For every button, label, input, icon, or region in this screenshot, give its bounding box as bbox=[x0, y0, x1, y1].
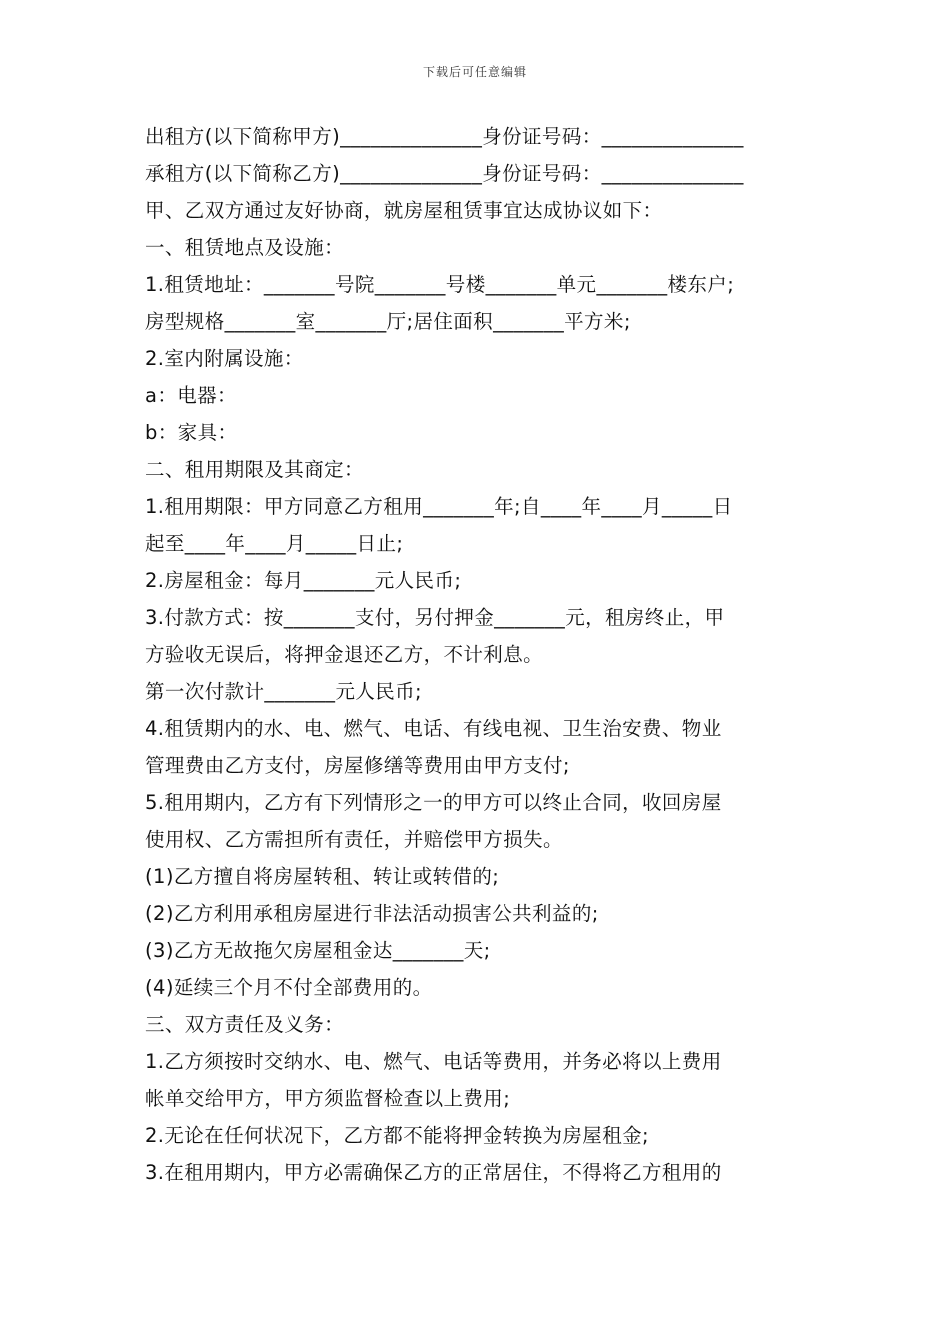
text-line: a：电器： bbox=[145, 384, 237, 407]
text-line: 4.租赁期内的水、电、燃气、电话、有线电视、卫生治安费、物业 bbox=[145, 717, 722, 740]
text-line: 3.在租用期内，甲方必需确保乙方的正常居住，不得将乙方租用的 bbox=[145, 1161, 722, 1184]
text-line: (4)延续三个月不付全部费用的。 bbox=[145, 976, 433, 999]
text-line: 方验收无误后，将押金退还乙方，不计利息。 bbox=[145, 643, 544, 666]
section-heading: 三、双方责任及义务： bbox=[145, 1013, 345, 1036]
text-line: 出租方(以下简称甲方)______________身份证号码：______________ bbox=[145, 125, 744, 148]
text-line: 2.房屋租金：每月_______元人民币; bbox=[145, 569, 462, 592]
text-line: 3.付款方式：按_______支付，另付押金_______元，租房终止，甲 bbox=[145, 606, 725, 629]
text-line: (1)乙方擅自将房屋转租、转让或转借的; bbox=[145, 865, 500, 888]
text-line: 起至____年____月_____日止; bbox=[145, 532, 404, 555]
text-line: 5.租用期内，乙方有下列情形之一的甲方可以终止合同，收回房屋 bbox=[145, 791, 722, 814]
text-line: (2)乙方利用承租房屋进行非法活动损害公共利益的; bbox=[145, 902, 599, 925]
text-line: b：家具： bbox=[145, 421, 238, 444]
text-line: 第一次付款计_______元人民币; bbox=[145, 680, 423, 703]
header-note: 下载后可任意编辑 bbox=[422, 65, 527, 79]
text-line: 1.租用期限：甲方同意乙方租用_______年;自____年____月_____日 bbox=[145, 495, 733, 518]
text-line: 帐单交给甲方，甲方须监督检查以上费用; bbox=[145, 1087, 511, 1110]
text-line: 甲、乙双方通过友好协商，就房屋租赁事宜达成协议如下： bbox=[145, 199, 663, 222]
text-line: 1.乙方须按时交纳水、电、燃气、电话等费用，并务必将以上费用 bbox=[145, 1050, 722, 1073]
section-heading: 二、租用期限及其商定： bbox=[145, 458, 364, 481]
contract-body bbox=[145, 118, 810, 1191]
text-line: 2.室内附属设施： bbox=[145, 347, 304, 370]
section-heading: 一、租赁地点及设施： bbox=[145, 236, 345, 259]
text-line: (3)乙方无故拖欠房屋租金达_______天; bbox=[145, 939, 491, 962]
text-line: 使用权、乙方需担所有责任，并赔偿甲方损失。 bbox=[145, 828, 563, 851]
text-line: 承租方(以下简称乙方)______________身份证号码：______________ bbox=[145, 162, 744, 185]
text-line: 1.租赁地址：_______号院_______号楼_______单元_______楼东户; bbox=[145, 273, 735, 296]
text-line: 房型规格_______室_______厅;居住面积_______平方米; bbox=[145, 310, 631, 333]
text-line: 管理费由乙方支付，房屋修缮等费用由甲方支付; bbox=[145, 754, 570, 777]
text-line: 2.无论在任何状况下，乙方都不能将押金转换为房屋租金; bbox=[145, 1124, 649, 1147]
